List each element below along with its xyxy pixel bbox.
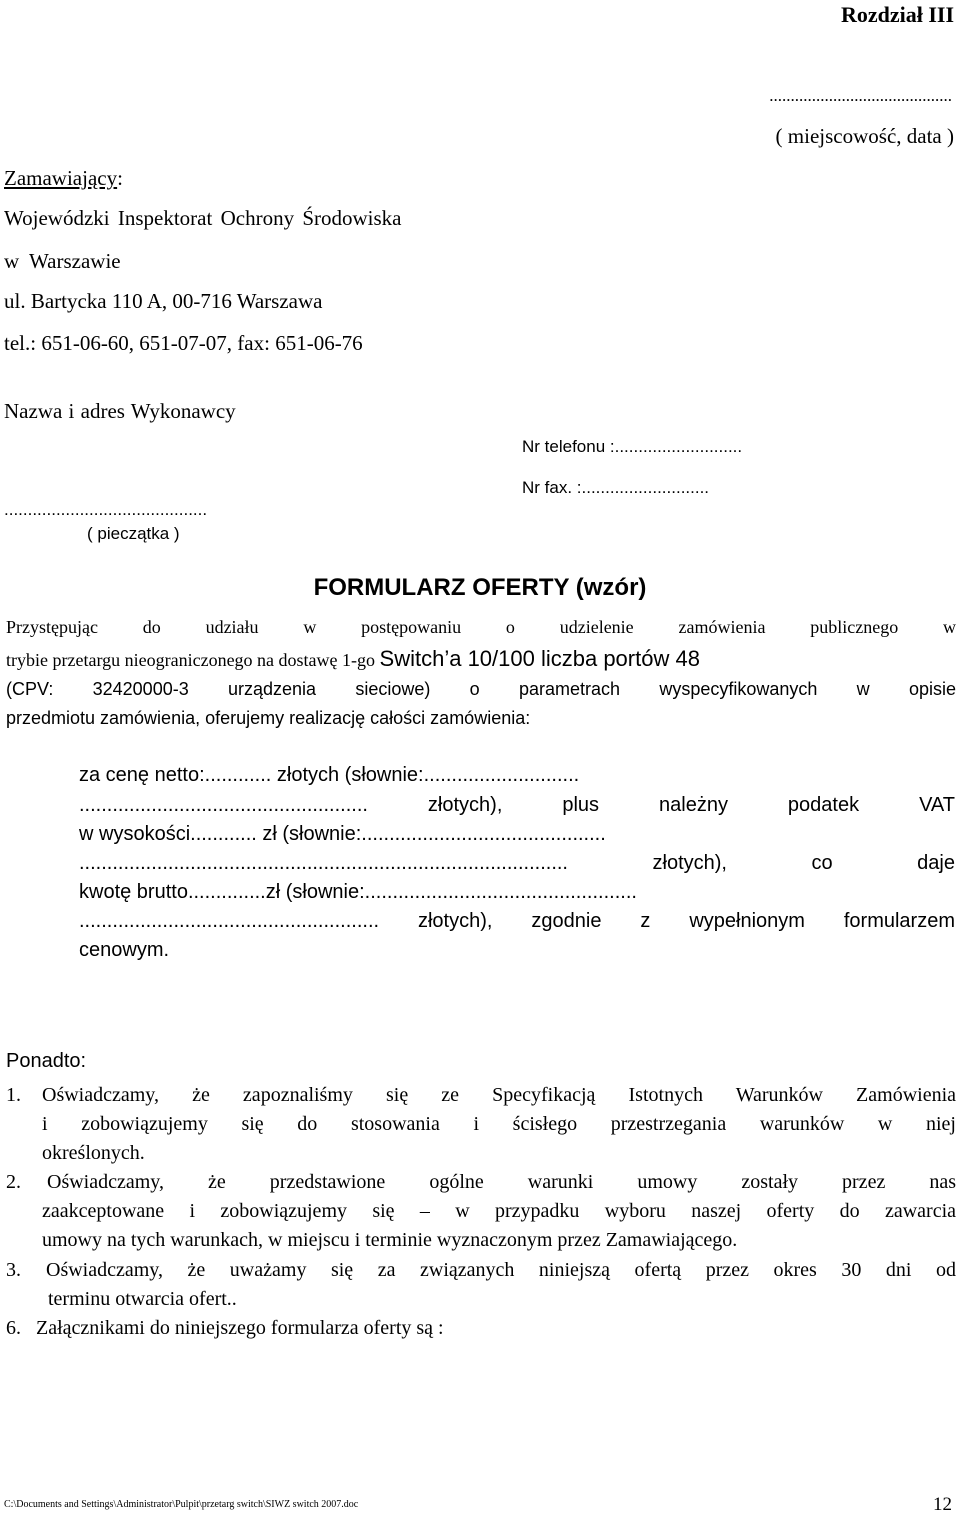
additional-heading: Ponadto: — [6, 1050, 87, 1072]
authority-name-line-2: w Warszawie — [4, 249, 121, 273]
contractor-phone-field[interactable]: Nr telefonu :........................... — [522, 437, 743, 456]
item-3-line-2: terminu otwarcia ofert.. — [48, 1288, 237, 1310]
item-6-number: 6. — [6, 1317, 21, 1339]
contractor-stamp-label: ( pieczątka ) — [87, 524, 180, 543]
contracting-authority-colon: : — [117, 166, 123, 190]
intro-line-3: (CPV: 32420000-3 urządzenia sieciowe) o parametrach wyspecyfikowanych w opisie — [6, 679, 956, 699]
item-3-number: 3. — [6, 1259, 21, 1281]
item-2-number: 2. — [6, 1171, 21, 1193]
authority-name-line-1: Wojewódzki Inspektorat Ochrony Środowiska — [4, 206, 402, 230]
intro-line-2 — [6, 646, 956, 672]
net-price-words-field[interactable]: .................................................... złotych), plus należny podatek VAT — [79, 794, 955, 816]
chapter-heading: Rozdział III — [840, 2, 954, 27]
item-6-line-1: Załącznikami do niniejszego formularza oferty są : — [36, 1317, 444, 1339]
vat-words-field[interactable]: ........................................................................................ złotych), co daje — [79, 852, 955, 874]
net-price-field[interactable]: za cenę netto:............ złotych (słownie:............................ — [79, 764, 580, 786]
item-2-line-1: Oświadczamy, że przedstawione ogólne warunki umowy zostały przez nas — [47, 1171, 956, 1193]
gross-price-field[interactable]: kwotę brutto..............zł (słownie:................................................. — [79, 881, 637, 903]
intro-subject: Switch’a 10/100 liczba portów 48 — [379, 646, 700, 671]
contracting-authority-heading — [4, 166, 123, 191]
intro-line-2-text: trybie przetargu nieograniczonego na dostawę 1-go — [6, 650, 380, 670]
footer-file-path: C:\Documents and Settings\Administrator\Pulpit\przetarg switch\SIWZ switch 2007.doc — [4, 1499, 359, 1510]
place-date-field[interactable]: ........................................... — [769, 86, 952, 105]
item-1-line-2: i zobowiązujemy się do stosowania i ścisłego przestrzegania warunków w niej — [42, 1113, 956, 1135]
contractor-name-address-label: Nazwa i adres Wykonawcy — [4, 399, 236, 423]
item-3-line-1: Oświadczamy, że uważamy się za związanych niniejszą ofertą przez okres 30 dni od — [46, 1259, 956, 1281]
item-1-number: 1. — [6, 1084, 21, 1106]
item-2-line-2: zaakceptowane i zobowiązujemy się – w przypadku wyboru naszej oferty do zawarcia — [42, 1200, 956, 1222]
form-title: FORMULARZ OFERTY (wzór) — [313, 574, 647, 601]
place-date-label: ( miejscowość, data ) — [775, 124, 954, 148]
vat-amount-field[interactable]: w wysokości............ zł (słownie:............................................ — [79, 823, 606, 845]
gross-words-field[interactable]: ...................................................... złotych), zgodnie z wypełnionym formularzem — [79, 910, 955, 932]
price-block-end: cenowym. — [79, 939, 170, 961]
intro-line-4: przedmiotu zamówienia, oferujemy realizację całości zamówienia: — [6, 708, 531, 728]
contracting-authority-label: Zamawiający — [4, 166, 118, 190]
contractor-stamp-field[interactable]: ........................................... — [4, 500, 208, 519]
authority-address: ul. Bartycka 110 A, 00-716 Warszawa — [4, 289, 323, 313]
contractor-fax-field[interactable]: Nr fax. :........................... — [522, 478, 710, 497]
page-number: 12 — [933, 1494, 952, 1515]
item-1-line-1: Oświadczamy, że zapoznaliśmy się ze Specyfikacją Istotnych Warunków Zamówienia — [42, 1084, 956, 1106]
item-1-line-3: określonych. — [42, 1142, 145, 1164]
intro-line-1: Przystępując do udziału w postępowaniu o udzielenie zamówienia publicznego w — [6, 617, 956, 637]
item-2-line-3: umowy na tych warunkach, w miejscu i terminie wyznaczonym przez Zamawiającego. — [42, 1229, 738, 1251]
authority-phone-fax: tel.: 651-06-60, 651-07-07, fax: 651-06-76 — [4, 331, 363, 355]
